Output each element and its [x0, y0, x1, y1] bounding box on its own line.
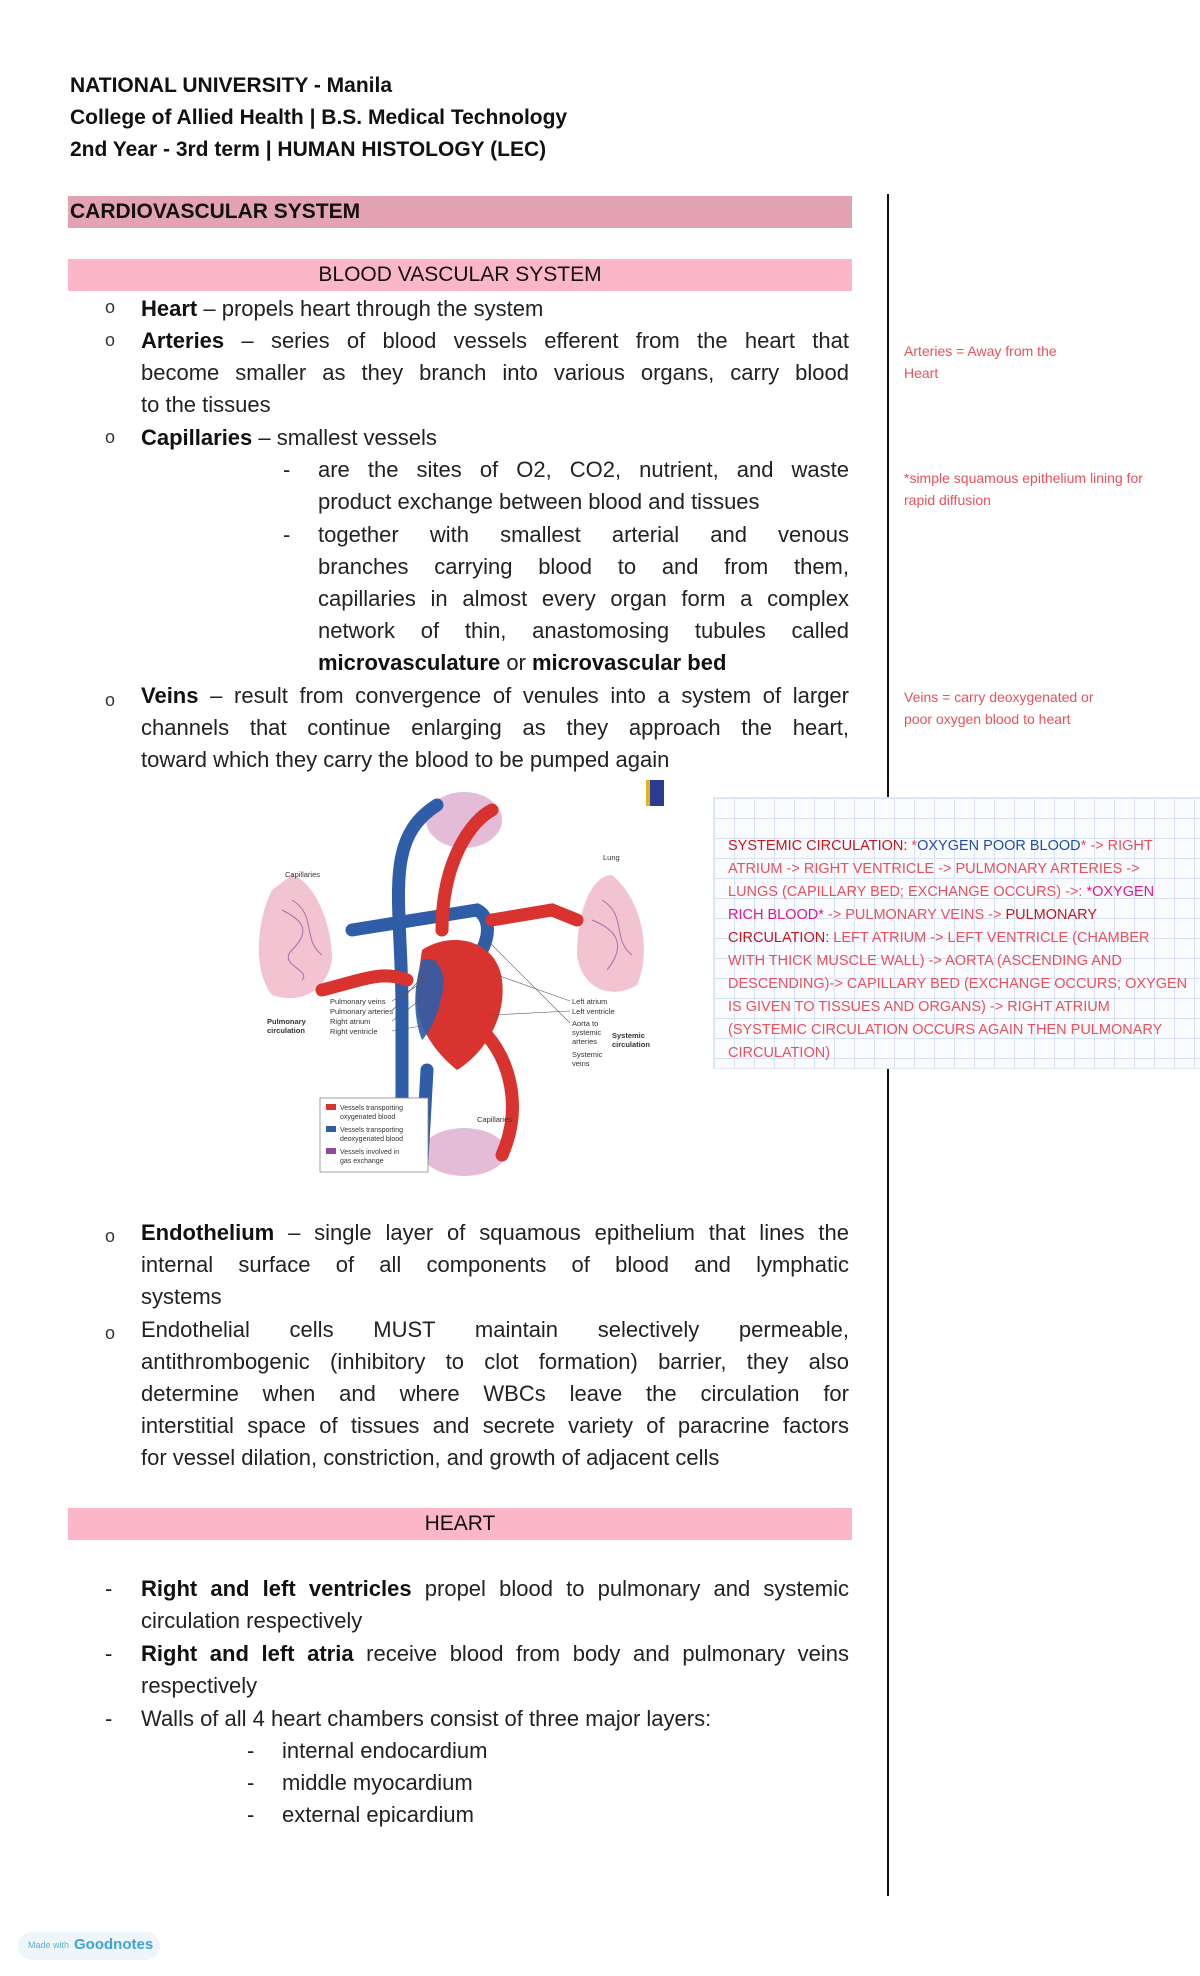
layer-myocardium: middle myocardium	[282, 1770, 473, 1795]
label-left-atrium: Left atrium	[572, 997, 608, 1006]
label-left-ventricle: Left ventricle	[572, 1007, 615, 1016]
header-college: College of Allied Health | B.S. Medical Technology	[70, 106, 568, 129]
ventricles-text: circulation respectively	[141, 1608, 363, 1633]
legend-text: oxygenated blood	[340, 1114, 396, 1121]
ventricles-term: Right and left ventricles	[141, 1576, 412, 1601]
heart-text: – propels heart through the system	[197, 296, 544, 321]
corner-mark	[646, 780, 650, 806]
or-text: or	[500, 650, 532, 675]
note-veins	[904, 686, 1094, 730]
capillaries-term: Capillaries	[141, 425, 253, 450]
endothelial-cells-text: interstitial space of tissues and secrete variety of paracrine factors	[141, 1413, 849, 1438]
endothelial-cells-text: for vessel dilation, constriction, and growth of adjacent cells	[141, 1445, 720, 1470]
veins-text: – result from convergence of venules into a system of larger	[198, 683, 849, 708]
note-text: SYSTEMIC CIRCULATION:	[728, 838, 912, 854]
veins-text: channels that continue enlarging as they approach the heart,	[141, 715, 849, 740]
capillaries-item	[141, 422, 437, 454]
bullet-marker: o	[105, 427, 116, 447]
dash-marker: -	[247, 1770, 255, 1795]
label-systemic-veins: Systemic	[572, 1050, 603, 1059]
note-capillaries	[904, 467, 1143, 511]
bullet-marker: o	[105, 690, 116, 710]
legend-text: gas exchange	[340, 1158, 384, 1165]
goodnotes-badge[interactable]	[18, 1932, 160, 1960]
legend-text: Vessels involved in	[340, 1149, 400, 1156]
ventricles-item	[141, 1573, 849, 1637]
endothelium-item	[141, 1217, 849, 1313]
label-capillaries-top: Capillaries	[285, 870, 321, 879]
dash-marker: -	[247, 1802, 255, 1827]
capillaries-point-text: product exchange between blood and tissues	[318, 489, 760, 514]
section-title-bar	[68, 196, 852, 228]
legend-swatch	[326, 1104, 336, 1110]
systemic-circulation-note	[728, 835, 1188, 1065]
dash-marker: -	[105, 1706, 113, 1731]
capillaries-text: – smallest vessels	[252, 425, 437, 450]
note-text: LEFT ATRIUM -> LEFT VENTRICLE (CHAMBER WITH THICK MUSCLE WALL) -> AORTA (ASCENDING AND DESCENDING)-> CAPILLARY BED (EXCHANGE OCCURS; OXYGEN IS GIVEN TO TISSUES AND ORGANS) -> RIGHT ATRIUM (SYSTEMIC CIRCULATION OCCURS AGAIN THEN PULMONARY CIRCULATION)	[728, 930, 1188, 1061]
layer-epicardium: external epicardium	[282, 1802, 474, 1827]
header-university: NATIONAL UNIVERSITY - Manila	[70, 74, 393, 97]
atria-term: Right and left atria	[141, 1641, 354, 1666]
note-text: rapid diffusion	[904, 492, 991, 508]
note-text: Heart	[904, 365, 939, 381]
section-title: CARDIOVASCULAR SYSTEM	[70, 200, 361, 223]
circulation-diagram-svg	[232, 780, 664, 1178]
capillaries-point-1	[318, 454, 849, 518]
note-text: *simple squamous epithelium lining for	[904, 470, 1143, 486]
legend-text: deoxygenated blood	[340, 1136, 404, 1143]
bullet-marker: o	[105, 1323, 116, 1343]
heart-title-bar	[68, 1508, 852, 1540]
legend-swatch	[326, 1126, 336, 1132]
veins-term: Veins	[141, 683, 199, 708]
dash-marker: -	[283, 457, 291, 482]
label-capillaries-bottom: Capillaries	[477, 1115, 513, 1124]
label-pulmonary-arteries: Pulmonary arteries	[330, 1007, 393, 1016]
endothelium-term: Endothelium	[141, 1220, 275, 1245]
note-text: *	[911, 838, 918, 854]
label-aorta: systemic	[572, 1028, 602, 1037]
arteries-term: Arteries	[141, 328, 225, 353]
header-course: 2nd Year - 3rd term | HUMAN HISTOLOGY (LEC)	[70, 138, 547, 161]
capillaries-point-2	[318, 519, 849, 679]
arteries-text: become smaller as they branch into various organs, carry blood	[141, 360, 849, 385]
label-pulmonary-circulation: Pulmonary	[267, 1017, 306, 1026]
capillaries-point-text: branches carrying blood to and from them,	[318, 554, 849, 579]
microvascular-bed-term: microvascular bed	[532, 650, 727, 675]
endothelium-text: – single layer of squamous epithelium that lines the	[274, 1220, 849, 1245]
bullet-marker: o	[105, 330, 116, 350]
label-systemic-circulation: Systemic	[612, 1031, 645, 1040]
diagram-legend	[320, 1098, 428, 1172]
label-lung: Lung	[603, 853, 620, 862]
note-arteries	[904, 340, 1057, 384]
atria-text: receive blood from body and pulmonary veins	[353, 1641, 849, 1666]
label-right-ventricle: Right ventricle	[330, 1027, 378, 1036]
atria-item	[141, 1638, 849, 1702]
note-text: Arteries = Away from the	[904, 343, 1057, 359]
bvs-title: BLOOD VASCULAR SYSTEM	[318, 263, 602, 286]
walls-item: Walls of all 4 heart chambers consist of three major layers:	[141, 1706, 712, 1731]
corner-mark	[650, 780, 664, 806]
label-aorta: arteries	[572, 1037, 598, 1046]
badge-brand-text: Goodnotes	[74, 1936, 154, 1953]
dash-marker: -	[105, 1641, 113, 1666]
capillaries-point-text: capillaries in almost every organ form a complex	[318, 586, 849, 611]
note-text: OXYGEN POOR BLOOD	[917, 838, 1081, 854]
arteries-item	[141, 325, 849, 421]
note-text: -> PULMONARY VEINS ->	[823, 907, 1006, 923]
atria-text: respectively	[141, 1673, 258, 1698]
dash-marker: -	[105, 1576, 113, 1601]
microvasculature-term: microvasculature	[318, 650, 501, 675]
layer-endocardium: internal endocardium	[282, 1738, 488, 1763]
circulation-diagram	[232, 780, 664, 1178]
label-pulmonary-circulation: circulation	[267, 1026, 305, 1035]
label-aorta: Aorta to	[572, 1019, 599, 1028]
note-text: poor oxygen blood to heart	[904, 711, 1071, 727]
legend-text: Vessels transporting	[340, 1105, 404, 1112]
endothelial-cells-text: determine when and where WBCs leave the circulation for	[141, 1381, 849, 1406]
arteries-text: – series of blood vessels efferent from the heart that	[224, 328, 849, 353]
heart-term: Heart	[141, 296, 198, 321]
endothelial-cells-item	[141, 1314, 849, 1474]
dash-marker: -	[247, 1738, 255, 1763]
legend-text: Vessels transporting	[340, 1127, 404, 1134]
note-text: *OXYGEN RICH BLOOD*	[728, 884, 1155, 923]
heart-item	[141, 293, 543, 325]
label-systemic-veins: veins	[572, 1059, 590, 1068]
label-pulmonary-veins: Pulmonary veins	[330, 997, 386, 1006]
label-right-atrium: Right atrium	[330, 1017, 371, 1026]
capillaries-point-text: together with smallest arterial and venous	[318, 522, 849, 547]
heart-title: HEART	[424, 1512, 496, 1535]
legend-swatch	[326, 1148, 336, 1154]
label-systemic-circulation: circulation	[612, 1040, 650, 1049]
dash-marker: -	[283, 522, 291, 547]
bottom-capillary-bed	[422, 1128, 506, 1176]
badge-small-text: Made with	[28, 1940, 70, 1950]
bullet-marker: o	[105, 1226, 116, 1246]
note-text: * -> RIGHT ATRIUM -> RIGHT VENTRICLE -> PULMONARY ARTERIES -> LUNGS (CAPILLARY BED; EXCHANGE OCCURS) ->:	[728, 838, 1153, 900]
endothelial-cells-text: Endothelial cells MUST maintain selectively permeable,	[141, 1317, 849, 1342]
veins-item	[141, 680, 849, 776]
endothelial-cells-text: antithrombogenic (inhibitory to clot formation) barrier, they also	[141, 1349, 849, 1374]
bvs-title-bar	[68, 259, 852, 291]
veins-text: toward which they carry the blood to be pumped again	[141, 747, 670, 772]
endothelium-text: internal surface of all components of blood and lymphatic	[141, 1252, 849, 1277]
arteries-text: to the tissues	[141, 392, 271, 417]
note-text: Veins = carry deoxygenated or	[904, 689, 1094, 705]
endothelium-text: systems	[141, 1284, 222, 1309]
capillaries-point-text: network of thin, anastomosing tubules called	[318, 618, 849, 643]
ventricles-text: propel blood to pulmonary and systemic	[411, 1576, 849, 1601]
note-text: PULMONARY CIRCULATION:	[728, 907, 1097, 946]
capillaries-point-text: are the sites of O2, CO2, nutrient, and waste	[318, 457, 849, 482]
bullet-marker: o	[105, 297, 116, 317]
